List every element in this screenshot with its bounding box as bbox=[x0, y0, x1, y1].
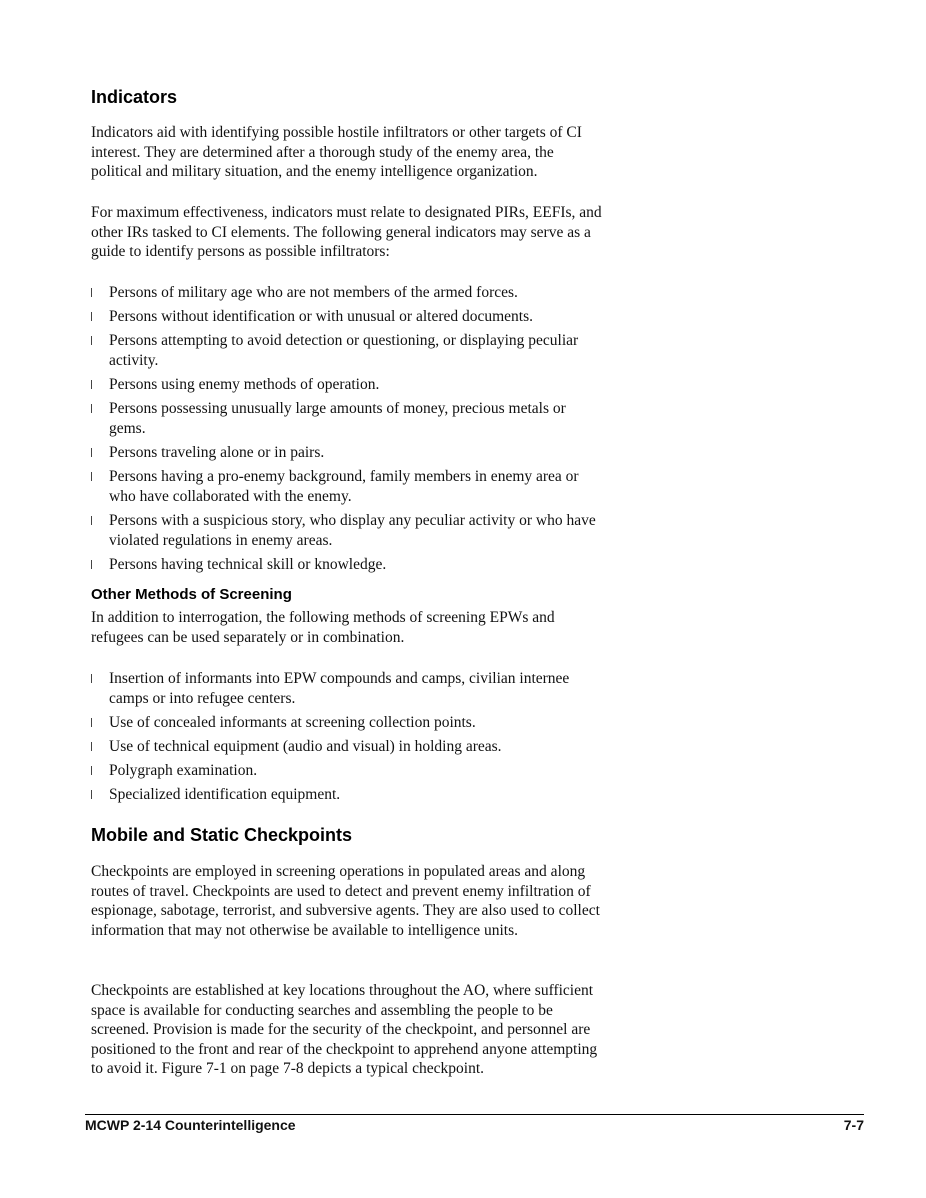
list-item: Persons without identification or with unusual or altered documents. bbox=[91, 307, 603, 327]
list-item: Persons of military age who are not members of the armed forces. bbox=[91, 283, 603, 303]
bullet-icon bbox=[91, 718, 92, 727]
bullet-icon bbox=[91, 472, 92, 481]
indicators-list bbox=[91, 283, 603, 579]
list-item: Persons having a pro-enemy background, family members in enemy area or who have collaborated with the enemy. bbox=[91, 467, 603, 506]
list-item: Polygraph examination. bbox=[91, 761, 603, 781]
indicators-heading: Indicators bbox=[91, 87, 178, 107]
list-item: Use of concealed informants at screening collection points. bbox=[91, 713, 603, 733]
footer-title: MCWP 2-14 Counterintelligence bbox=[85, 1117, 296, 1133]
bullet-icon bbox=[91, 380, 92, 389]
screening-heading: Other Methods of Screening bbox=[91, 586, 292, 603]
bullet-icon bbox=[91, 404, 92, 413]
bullet-icon bbox=[91, 312, 92, 321]
bullet-icon bbox=[91, 336, 92, 345]
bullet-icon bbox=[91, 516, 92, 525]
bullet-icon bbox=[91, 766, 92, 775]
list-item: Use of technical equipment (audio and visual) in holding areas. bbox=[91, 737, 603, 757]
checkpoints-paragraph-1: Checkpoints are employed in screening operations in populated areas and along routes of travel. Checkpoints are used to detect and prevent enemy infiltration of espionage, sabotage, terrorist, and subversive agents. They are also used to collect information that may not otherwise be available to intelligence units. bbox=[91, 863, 600, 939]
page-number: 7-7 bbox=[843, 1117, 864, 1133]
footer-divider bbox=[85, 1114, 864, 1115]
bullet-icon bbox=[91, 288, 92, 297]
checkpoints-heading: Mobile and Static Checkpoints bbox=[91, 825, 353, 845]
bullet-icon bbox=[91, 742, 92, 751]
checkpoints-paragraph-2: Checkpoints are established at key locations throughout the AO, where sufficient space is available for conducting searches and assembling the people to be screened. Provision is made for the security of the checkpoint, and personnel are positioned to the front and rear of the checkpoint to apprehend anyone attempting to avoid it. Figure 7-1 on page 7-8 depicts a typical checkpoint. bbox=[91, 982, 598, 1078]
screening-paragraph-1: In addition to interrogation, the following methods of screening EPWs and refugees can be used separately or in combination. bbox=[91, 609, 555, 646]
bullet-icon bbox=[91, 448, 92, 457]
list-item: Persons with a suspicious story, who display any peculiar activity or who have violated regulations in enemy areas. bbox=[91, 511, 603, 550]
bullet-icon bbox=[91, 674, 92, 683]
indicators-paragraph-2: For maximum effectiveness, indicators must relate to designated PIRs, EEFIs, and other IRs tasked to CI elements. The following general indicators may serve as a guide to identify persons as possible infiltrators: bbox=[91, 204, 602, 261]
list-item: Insertion of informants into EPW compounds and camps, civilian internee camps or into refugee centers. bbox=[91, 669, 603, 708]
bullet-icon bbox=[91, 560, 92, 569]
list-item: Persons attempting to avoid detection or questioning, or displaying peculiar activity. bbox=[91, 331, 603, 370]
list-item: Persons possessing unusually large amounts of money, precious metals or gems. bbox=[91, 399, 603, 438]
screening-list bbox=[91, 669, 603, 810]
list-item: Persons traveling alone or in pairs. bbox=[91, 443, 603, 463]
indicators-paragraph-1: Indicators aid with identifying possible hostile infiltrators or other targets of CI interest. They are determined after a thorough study of the enemy area, the political and military situation, and the enemy intelligence organization. bbox=[91, 124, 582, 181]
list-item: Persons having technical skill or knowledge. bbox=[91, 555, 603, 575]
bullet-icon bbox=[91, 790, 92, 799]
list-item: Specialized identification equipment. bbox=[91, 785, 603, 805]
list-item: Persons using enemy methods of operation. bbox=[91, 375, 603, 395]
